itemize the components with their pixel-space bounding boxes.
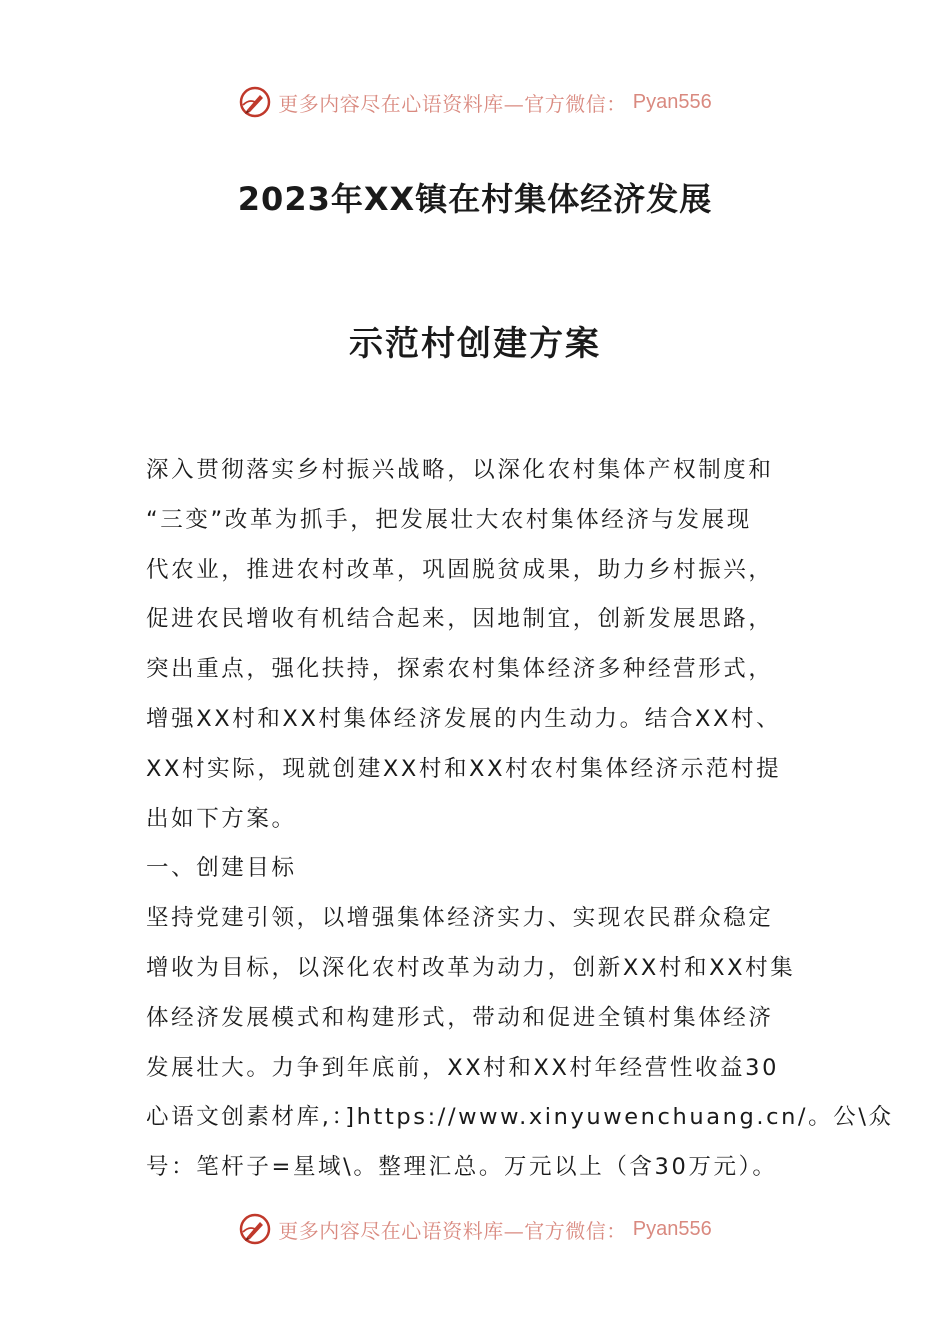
paragraph-line: 坚持党建引领，以增强集体经济实力、实现农民群众稳定 <box>146 905 774 932</box>
paragraph-line: 增强XX村和XX村集体经济发展的内生动力。结合XX村、 <box>146 705 782 732</box>
footer-watermark <box>0 1209 950 1249</box>
paragraph-line: 增收为目标，以深化农村改革为动力，创新XX村和XX村集 <box>146 954 796 981</box>
paragraph-line: 心语文创素材库,：]https://www.xinyuwenchuang.cn/。公\众 <box>146 1104 894 1131</box>
paragraph-line: 体经济发展模式和构建形式，带动和促进全镇村集体经济 <box>146 1004 774 1031</box>
paragraph-line: 出如下方案。 <box>146 805 297 832</box>
header-watermark <box>0 82 950 122</box>
watermark-text: 更多内容尽在心语资料库—官方微信： <box>278 1218 627 1243</box>
paragraph-line: 代农业，推进农村改革，巩固脱贫成果，助力乡村振兴， <box>146 556 774 583</box>
paragraph-line: 促进农民增收有机结合起来，因地制宜，创新发展思路， <box>146 606 774 633</box>
paragraph-line: 突出重点，强化扶持，探索农村集体经济多种经营形式， <box>146 656 774 683</box>
paragraph-line: 号：笔杆子=星域\。整理汇总。万元以上（含30万元）。 <box>146 1154 778 1181</box>
doc-title-line-2: 示范村创建方案 <box>349 324 601 364</box>
doc-title-line-1: 2023年XX镇在村集体经济发展 <box>237 180 713 218</box>
pen-logo-icon <box>238 85 272 119</box>
wechat-id: Pyan556 <box>632 1217 712 1240</box>
pen-logo-icon <box>238 1212 272 1246</box>
wechat-id: Pyan556 <box>632 90 712 113</box>
paragraph-line: 深入贯彻落实乡村振兴战略，以深化农村集体产权制度和 <box>146 457 774 483</box>
watermark-text: 更多内容尽在心语资料库—官方微信： <box>278 91 627 116</box>
section-heading: 一、创建目标 <box>146 855 297 882</box>
paragraph-line: “三变”改革为抓手，把发展壮大农村集体经济与发展现 <box>146 506 752 533</box>
document-body <box>146 446 894 1193</box>
paragraph-line: 发展壮大。力争到年底前，XX村和XX村年经营性收益30 <box>146 1054 779 1081</box>
paragraph-line: XX村实际，现就创建XX村和XX村农村集体经济示范村提 <box>146 755 782 782</box>
